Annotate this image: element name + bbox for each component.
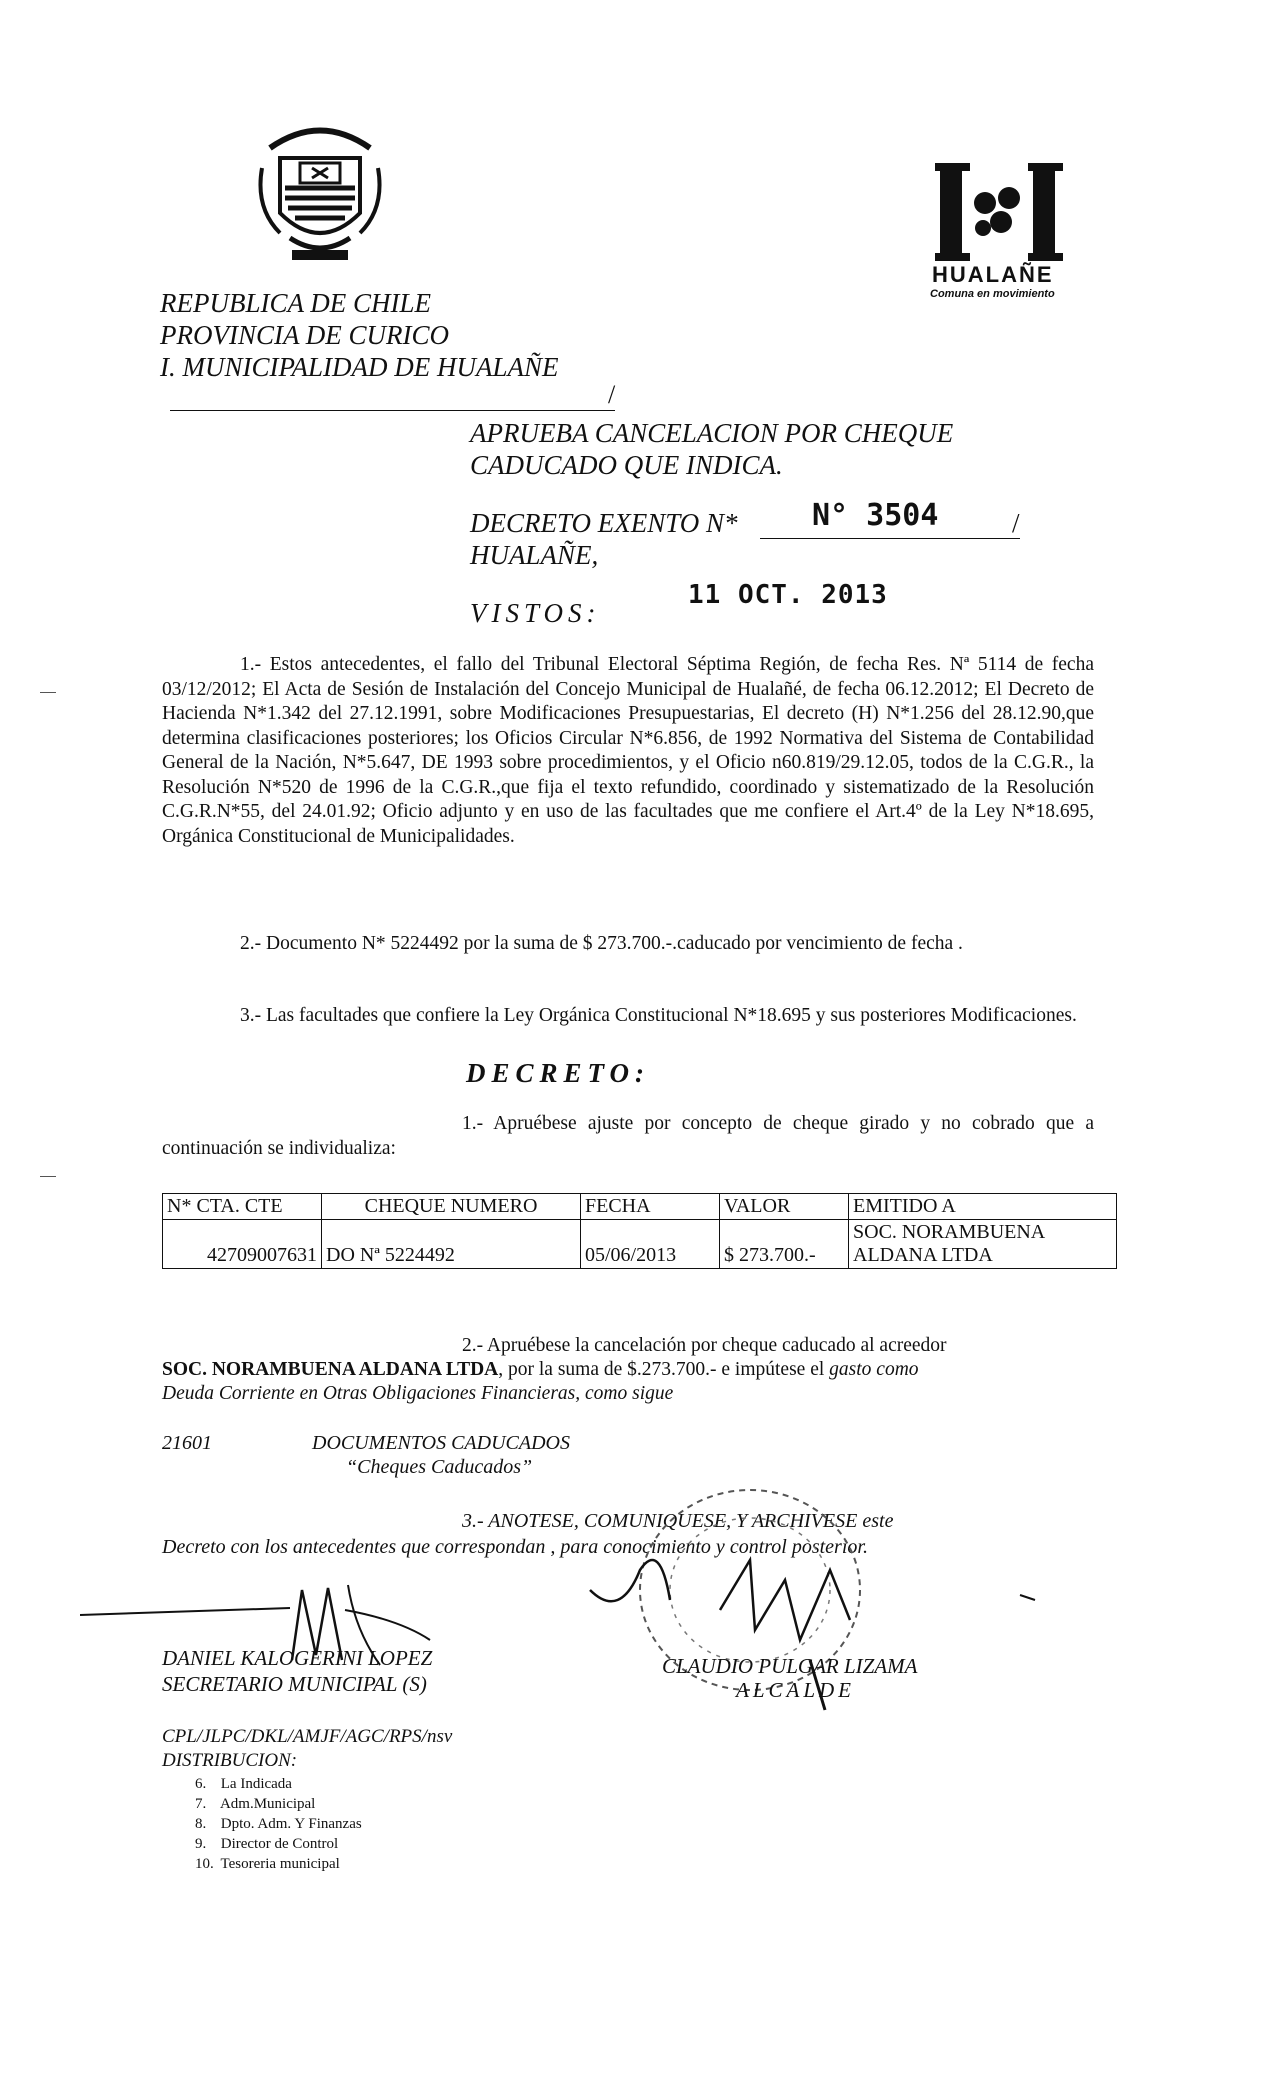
- date-stamp: 11 OCT. 2013: [688, 580, 888, 610]
- table-cell: SOC. NORAMBUENA ALDANA LTDA: [849, 1220, 1117, 1269]
- distribution-list: [195, 1774, 362, 1874]
- cheque-table: [162, 1193, 1117, 1269]
- header-rule-slash: /: [608, 380, 616, 409]
- city-date: HUALAÑE,: [470, 540, 599, 570]
- table-header: EMITIDO A: [849, 1194, 1117, 1220]
- logo-name: HUALAÑE: [932, 262, 1054, 287]
- title-line-1: APRUEBA CANCELACION POR CHEQUE: [470, 418, 954, 448]
- logo-tagline: Comuna en movimiento: [930, 288, 1055, 300]
- decreto-item-2-line3: Deuda Corriente en Otras Obligaciones Financieras, como sigue: [162, 1383, 674, 1404]
- initials-line: CPL/JLPC/DKL/AMJF/AGC/RPS/nsv: [162, 1726, 453, 1747]
- decreto-number: N° 3504: [812, 498, 939, 533]
- list-item: 7. Adm.Municipal: [195, 1796, 316, 1812]
- creditor-name: SOC. NORAMBUENA ALDANA LTDA: [162, 1359, 499, 1380]
- header-line-provincia: PROVINCIA DE CURICO: [160, 320, 449, 350]
- vistos-item-1: 1.- Estos antecedentes, el fallo del Tribunal Electoral Séptima Región, de fecha Res. Nª 5114 de fecha 03/12/2012; El Acta de Sesión de Instalación del Concejo Municipal de Hualañé, de fecha 06.12.2012; El Decreto de Hacienda N*1.342 del 27.12.1991, sobre Modificaciones Presupuestarias, El decreto (H) N*1.256 del 28.12.90,que determina clasificaciones posteriores; los Oficios Circular N*6.856, de 1992 Normativa del Sistema de Contabilidad General de la Nación, N*5.647, DE 1993 sobre procedimientos, y el Oficio n60.819/29.12.05, todos de la C.G.R., la Resolución N*520 de 1996 de la C.G.R.,que fija el texto refundido, coordinado y sistematizado de la Resolución C.G.R.N*55, del 24.01.92; Oficio adjunto y en uso de las facultades que me confiere el Art.4º de la Ley N*18.695, Orgánica Constitucional de Municipalidades.: [162, 654, 1094, 847]
- margin-mark: [40, 692, 56, 693]
- municipal-crest: [250, 118, 390, 268]
- account-code: 21601: [162, 1432, 212, 1454]
- mayor-signature: [580, 1550, 1040, 1730]
- mayor-title: ALCALDE: [736, 1678, 856, 1702]
- vistos-heading: VISTOS:: [470, 598, 601, 628]
- decreto-number-slash: /: [1012, 508, 1020, 538]
- distribution-label: DISTRIBUCION:: [162, 1750, 298, 1771]
- list-item: 6. La Indicada: [195, 1776, 292, 1792]
- decreto-number-line: [760, 538, 1020, 539]
- margin-mark: [40, 1176, 56, 1177]
- secretary-name: DANIEL KALOGERINI LOPEZ: [162, 1646, 433, 1670]
- vistos-item-2: 2.- Documento N* 5224492 por la suma de $ 273.700.-.caducado por vencimiento de fecha .: [240, 933, 963, 954]
- vistos-item-3: 3.- Las facultades que confiere la Ley Orgánica Constitucional N*18.695 y sus posteriores Modificaciones.: [240, 1005, 1077, 1026]
- account-sub: “Cheques Caducados”: [346, 1456, 533, 1478]
- list-item: 10. Tesoreria municipal: [195, 1856, 340, 1872]
- account-name: DOCUMENTOS CADUCADOS: [312, 1432, 570, 1454]
- header-line-republica: REPUBLICA DE CHILE: [160, 288, 431, 318]
- table-row: [163, 1220, 1117, 1269]
- decreto-heading: DECRETO:: [466, 1058, 651, 1088]
- table-header: N* CTA. CTE: [163, 1194, 322, 1220]
- header-line-municipalidad: I. MUNICIPALIDAD DE HUALAÑE: [160, 352, 559, 382]
- table-header: FECHA: [581, 1194, 720, 1220]
- gasto-text: gasto como: [829, 1359, 919, 1380]
- decreto-item-2-lead: 2.- Apruébese la cancelación por cheque caducado al acreedor: [462, 1335, 947, 1356]
- table-cell: 05/06/2013: [581, 1220, 720, 1269]
- decreto-item-1: 1.- Apruébese ajuste por concepto de cheque girado y no cobrado que a continuación se individualiza:: [162, 1113, 1094, 1159]
- mayor-name: CLAUDIO PULGAR LIZAMA: [662, 1654, 918, 1678]
- list-item: 9. Director de Control: [195, 1836, 339, 1852]
- table-cell: $ 273.700.-: [720, 1220, 849, 1269]
- list-item: 8. Dpto. Adm. Y Finanzas: [195, 1816, 362, 1832]
- table-header: VALOR: [720, 1194, 849, 1220]
- table-cell: DO Nª 5224492: [322, 1220, 581, 1269]
- amount-text: , por la suma de $.273.700.- e impútese el: [498, 1359, 825, 1380]
- secretary-title: SECRETARIO MUNICIPAL (S): [162, 1672, 427, 1696]
- decreto-item-3-line1: 3.- ANOTESE, COMUNIQUESE, Y ARCHIVESE este: [462, 1510, 894, 1532]
- table-header-row: [163, 1194, 1117, 1220]
- table-cell: 42709007631: [163, 1220, 322, 1269]
- header-rule: [170, 410, 615, 411]
- decreto-label: DECRETO EXENTO N*: [470, 508, 738, 538]
- title-line-2: CADUCADO QUE INDICA.: [470, 450, 783, 480]
- decreto-item-2-body: [162, 1358, 1094, 1383]
- decreto-item-3-line2: Decreto con los antecedentes que correspondan , para conocimiento y control posterior.: [162, 1536, 868, 1558]
- table-header: CHEQUE NUMERO: [322, 1194, 581, 1220]
